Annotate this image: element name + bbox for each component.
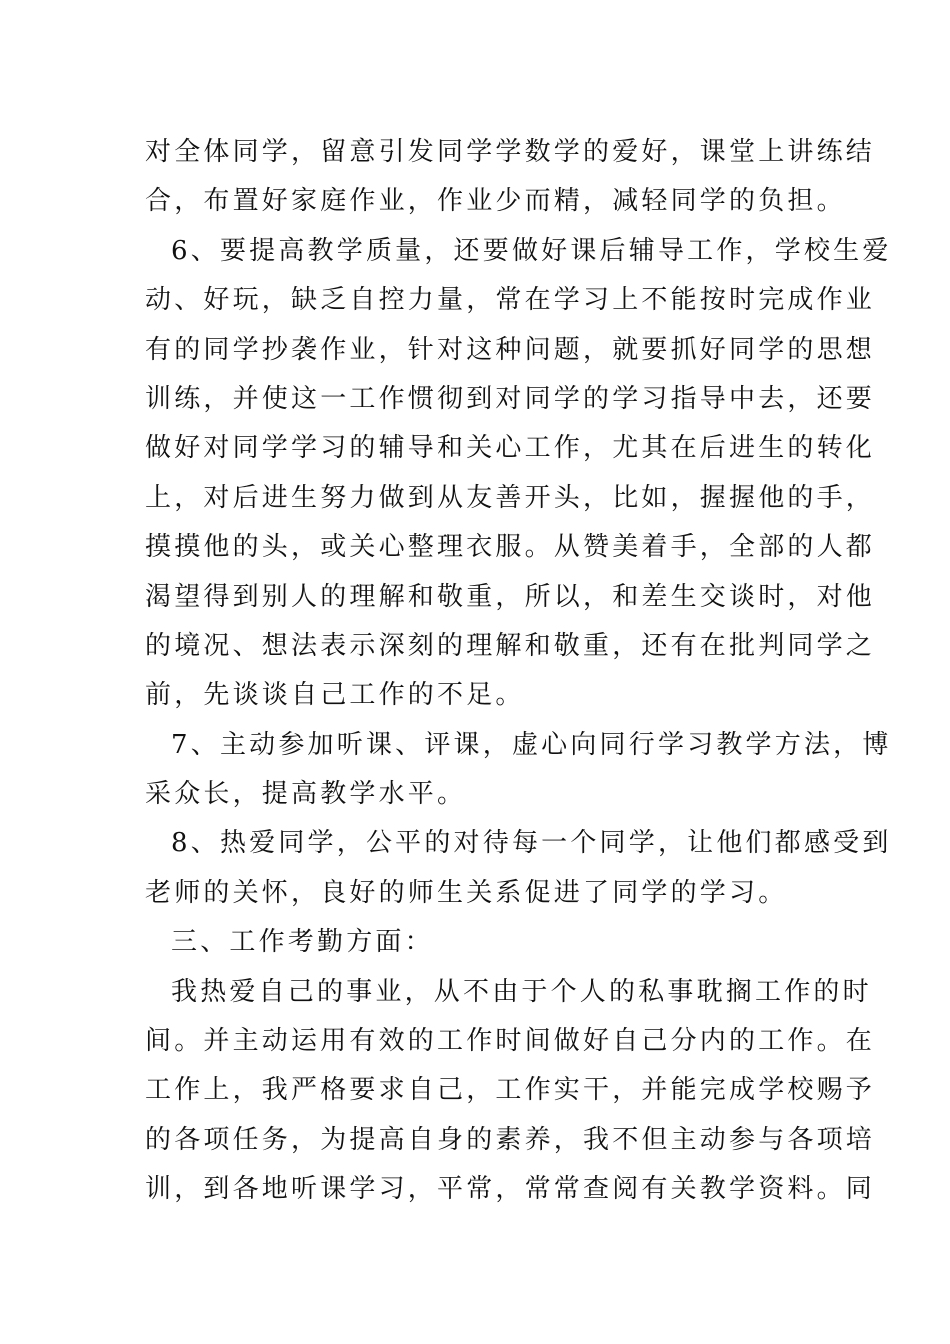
text-line: 训练，并使这一工作惯彻到对同学的学习指导中去，还要 (145, 383, 876, 414)
text-line: 渴望得到别人的理解和敬重，所以，和差生交谈时，对他 (145, 581, 876, 612)
text-line: 老师的关怀，良好的师生关系促进了同学的学习。 (145, 877, 788, 908)
text-line: 做好对同学学习的辅导和关心工作，尤其在后进生的转化 (145, 433, 876, 464)
document-body (145, 128, 892, 1215)
text-line: 训，到各地听课学习，平常，常常查阅有关教学资料。同 (145, 1174, 876, 1205)
section-heading: 三、工作考勤方面： (171, 927, 434, 958)
text-line: 工作上，我严格要求自己，工作实干，并能完成学校赐予 (145, 1075, 876, 1106)
text-line: 对全体同学，留意引发同学学数学的爱好，课堂上讲练结 (145, 137, 876, 167)
text-line: 间。并主动运用有效的工作时间做好自己分内的工作。在 (145, 1026, 876, 1057)
text-line: 上，对后进生努力做到从友善开头，比如，握握他的手， (145, 482, 876, 513)
paragraph-start-line: 7、主动参加听课、评课，虚心向同行学习教学方法，博 (171, 729, 892, 760)
text-line: 采众长，提高教学水平。 (145, 779, 467, 810)
text-line: 摸摸他的头，或关心整理衣服。从赞美着手，全部的人都 (145, 532, 876, 563)
text-line: 前，先谈谈自己工作的不足。 (145, 680, 525, 711)
text-line: 动、好玩，缺乏自控力量，常在学习上不能按时完成作业 (145, 285, 876, 316)
text-line: 有的同学抄袭作业，针对这种问题，就要抓好同学的思想 (145, 334, 876, 365)
text-line: 的境况、想法表示深刻的理解和敬重，还有在批判同学之 (145, 630, 876, 661)
text-line: 的各项任务，为提高自身的素养，我不但主动参与各项培 (145, 1124, 876, 1155)
paragraph-start-line: 我热爱自己的事业，从不由于个人的私事耽搁工作的时 (171, 976, 872, 1007)
paragraph-start-line: 8、热爱同学，公平的对待每一个同学，让他们都感受到 (171, 828, 892, 859)
text-line: 合，布置好家庭作业，作业少而精，减轻同学的负担。 (145, 186, 846, 217)
paragraph-start-line: 6、要提高教学质量，还要做好课后辅导工作，学校生爱 (171, 235, 892, 266)
